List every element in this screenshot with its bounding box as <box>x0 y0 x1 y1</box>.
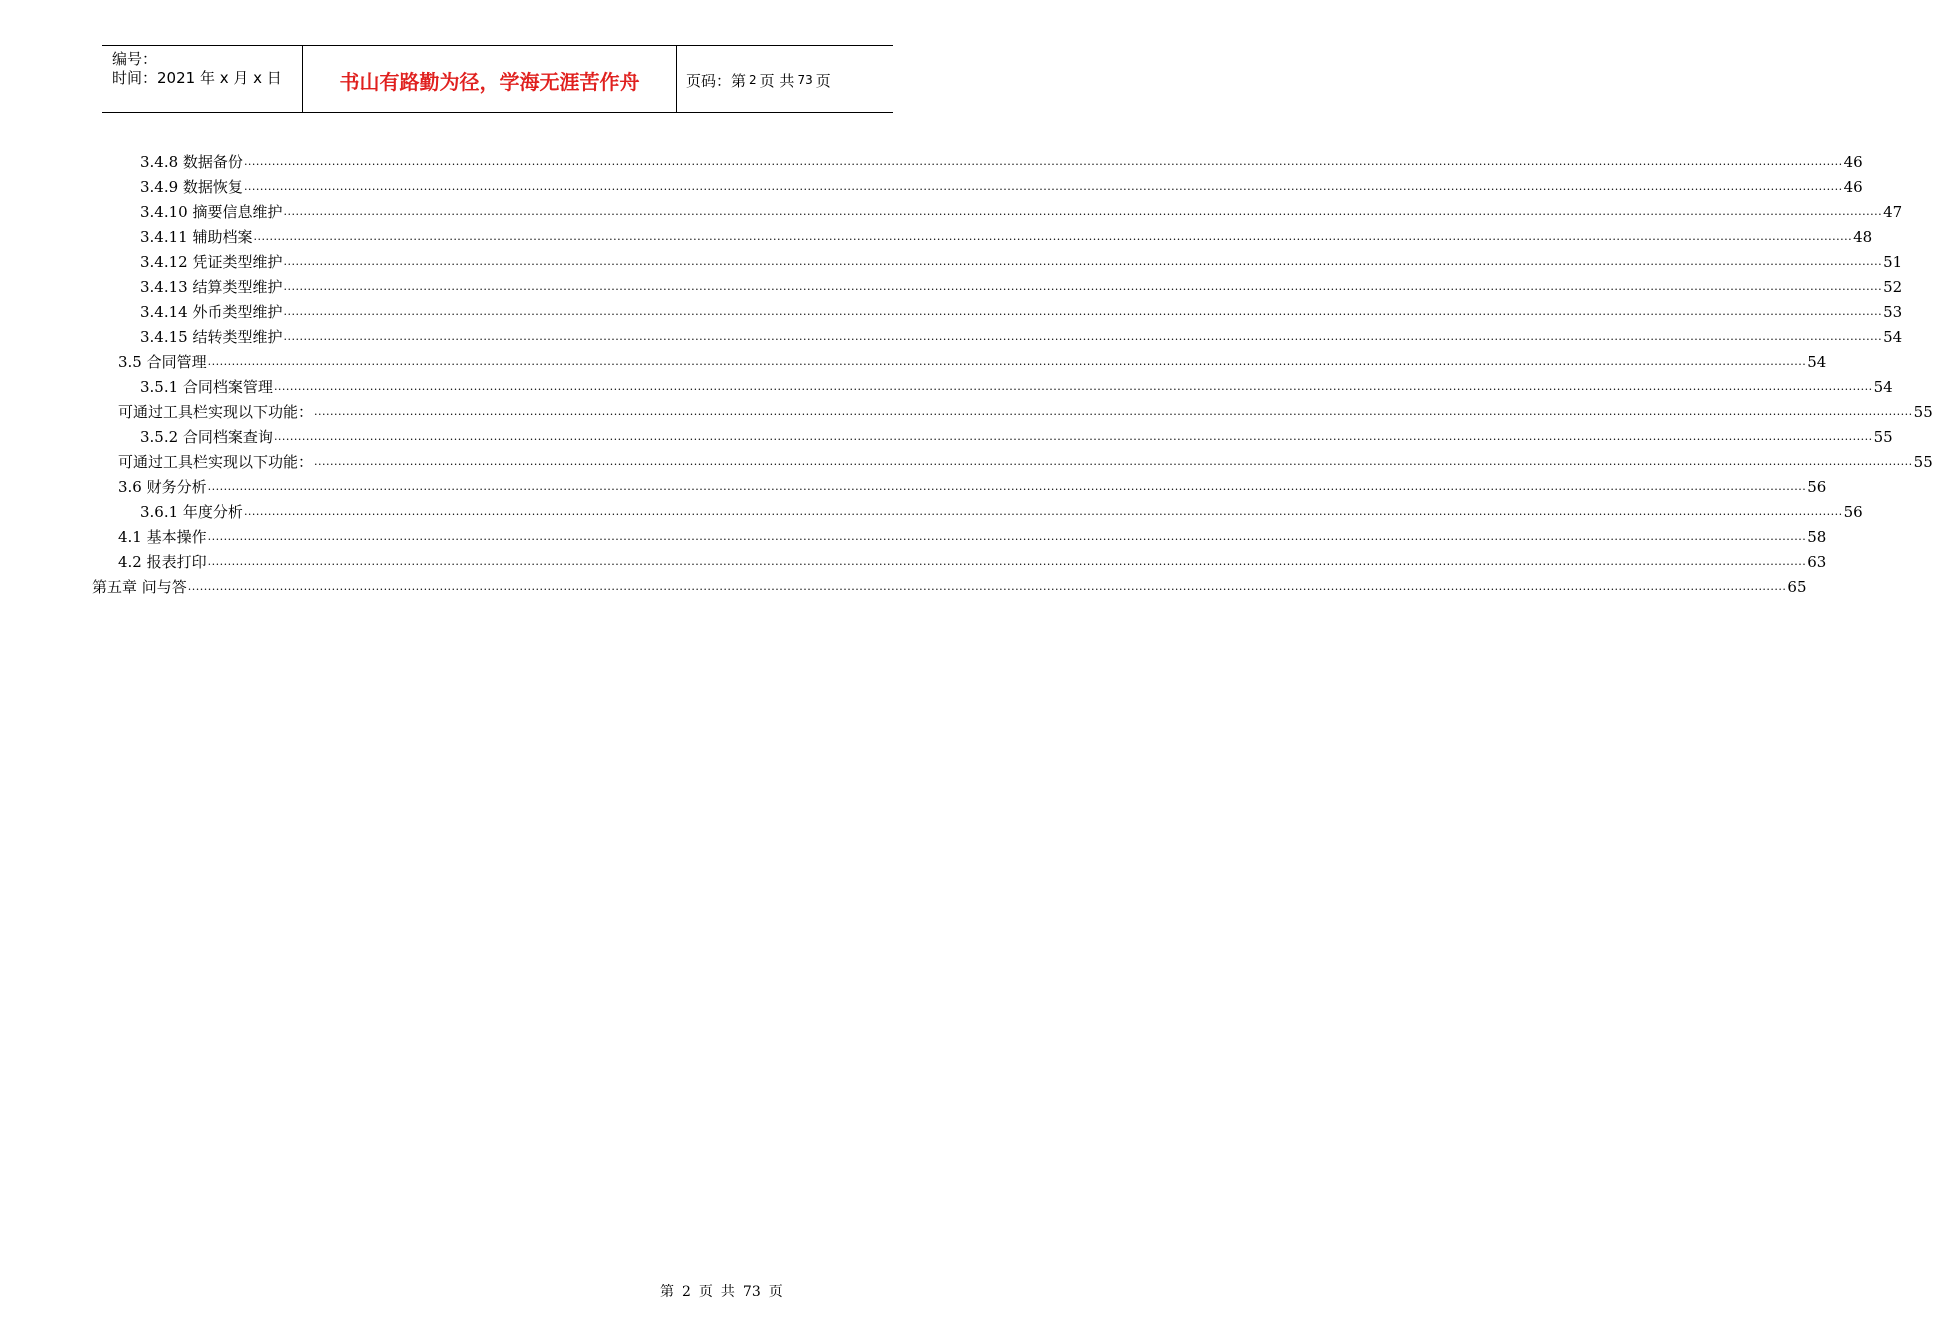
toc-entry-page: 56 <box>1807 478 1827 496</box>
toc-entry-label: 3.4.12 凭证类型维护 <box>140 253 283 271</box>
toc-entry[interactable] <box>140 246 1903 271</box>
toc-leader-dots: ................................................................................................................................................................................................................................................................................................................................................................................................................ <box>314 405 1913 418</box>
toc-entry-label: 3.4.15 结转类型维护 <box>140 328 283 346</box>
toc-entry-label: 3.4.14 外币类型维护 <box>140 303 283 321</box>
toc-entry-page: 58 <box>1807 528 1827 546</box>
toc-entry-label: 3.6.1 年度分析 <box>140 503 243 521</box>
footer-current: 2 <box>682 1284 691 1300</box>
toc-leader-dots: ................................................................................................................................................................................................................................................................................................................................................................................................................ <box>187 580 1787 593</box>
document-header <box>102 45 893 113</box>
toc-entry-page: 54 <box>1873 378 1893 396</box>
toc-entry[interactable] <box>140 271 1903 296</box>
toc-entry-page: 52 <box>1883 278 1903 296</box>
toc-entry-label: 第五章 问与答 <box>92 578 187 596</box>
toc-entry-label: 3.6 财务分析 <box>118 478 207 496</box>
toc-entry-label: 3.5 合同管理 <box>118 353 207 371</box>
toc-entry-page: 55 <box>1913 403 1933 421</box>
toc-leader-dots: ................................................................................................................................................................................................................................................................................................................................................................................................................ <box>283 205 1883 218</box>
toc-entry[interactable] <box>118 346 1827 371</box>
toc-leader-dots: ................................................................................................................................................................................................................................................................................................................................................................................................................ <box>207 530 1807 543</box>
toc-entry[interactable] <box>140 146 1863 171</box>
toc-leader-dots: ................................................................................................................................................................................................................................................................................................................................................................................................................ <box>283 280 1883 293</box>
toc-leader-dots: ................................................................................................................................................................................................................................................................................................................................................................................................................ <box>253 230 1853 243</box>
toc-entry[interactable] <box>140 221 1873 246</box>
toc-entry-label: 3.5.2 合同档案查询 <box>140 428 273 446</box>
toc-leader-dots: ................................................................................................................................................................................................................................................................................................................................................................................................................ <box>243 505 1843 518</box>
toc-leader-dots: ................................................................................................................................................................................................................................................................................................................................................................................................................ <box>207 355 1807 368</box>
toc-entry[interactable] <box>118 396 1933 421</box>
header-page-info <box>677 46 893 112</box>
toc-leader-dots: ................................................................................................................................................................................................................................................................................................................................................................................................................ <box>243 180 1843 193</box>
toc-entry-label: 3.4.9 数据恢复 <box>140 178 243 196</box>
toc-entry[interactable] <box>140 421 1893 446</box>
toc-entry-label: 3.4.11 辅助档案 <box>140 228 253 246</box>
page-suffix: 页 <box>815 71 831 90</box>
toc-entry[interactable] <box>118 546 1827 571</box>
toc-entry-page: 51 <box>1883 253 1903 271</box>
page-prefix: 页码：第 <box>686 71 747 90</box>
toc-entry-label: 3.5.1 合同档案管理 <box>140 378 273 396</box>
page-total: 73 <box>797 73 813 87</box>
footer-total: 73 <box>742 1284 761 1300</box>
toc-entry-page: 54 <box>1883 328 1903 346</box>
toc-entry[interactable] <box>140 296 1903 321</box>
toc-entry-label: 可通过工具栏实现以下功能： <box>118 453 314 471</box>
toc-entry[interactable] <box>140 196 1903 221</box>
page-mid: 页 共 <box>759 71 795 90</box>
footer-prefix: 第 <box>660 1284 674 1300</box>
toc-leader-dots: ................................................................................................................................................................................................................................................................................................................................................................................................................ <box>283 255 1883 268</box>
toc-entry[interactable] <box>118 446 1933 471</box>
page-footer <box>660 1281 791 1301</box>
header-meta <box>102 46 303 112</box>
toc-leader-dots: ................................................................................................................................................................................................................................................................................................................................................................................................................ <box>283 305 1883 318</box>
toc-entry-page: 63 <box>1807 553 1827 571</box>
toc-entry-page: 46 <box>1843 178 1863 196</box>
toc-entry[interactable] <box>140 371 1893 396</box>
toc-leader-dots: ................................................................................................................................................................................................................................................................................................................................................................................................................ <box>207 480 1807 493</box>
toc-entry-page: 55 <box>1873 428 1893 446</box>
toc-entry-label: 3.4.13 结算类型维护 <box>140 278 283 296</box>
toc-entry-page: 53 <box>1883 303 1903 321</box>
toc-entry[interactable] <box>118 471 1827 496</box>
footer-suffix: 页 <box>768 1284 783 1300</box>
toc-entry-label: 3.4.10 摘要信息维护 <box>140 203 283 221</box>
toc-leader-dots: ................................................................................................................................................................................................................................................................................................................................................................................................................ <box>273 430 1873 443</box>
toc-entry[interactable] <box>140 321 1903 346</box>
toc-entry-page: 65 <box>1787 578 1807 596</box>
toc-leader-dots: ................................................................................................................................................................................................................................................................................................................................................................................................................ <box>314 455 1913 468</box>
code-label: 编号： <box>112 50 158 68</box>
toc-entry-page: 55 <box>1913 453 1933 471</box>
footer-mid2: 共 <box>720 1284 735 1300</box>
toc-entry-label: 可通过工具栏实现以下功能： <box>118 403 314 421</box>
toc-leader-dots: ................................................................................................................................................................................................................................................................................................................................................................................................................ <box>243 155 1843 168</box>
toc-entry[interactable] <box>118 521 1827 546</box>
toc-leader-dots: ................................................................................................................................................................................................................................................................................................................................................................................................................ <box>283 330 1883 343</box>
toc-leader-dots: ................................................................................................................................................................................................................................................................................................................................................................................................................ <box>207 555 1807 568</box>
toc-entry[interactable] <box>140 171 1863 196</box>
toc-entry[interactable] <box>92 571 1807 596</box>
toc-entry-page: 56 <box>1843 503 1863 521</box>
toc-entry-label: 4.2 报表打印 <box>118 553 207 571</box>
toc-leader-dots: ................................................................................................................................................................................................................................................................................................................................................................................................................ <box>273 380 1873 393</box>
page-current: 2 <box>749 73 757 87</box>
toc-entry-page: 46 <box>1843 153 1863 171</box>
toc-entry[interactable] <box>140 496 1863 521</box>
footer-mid1: 页 <box>698 1284 713 1300</box>
time-label: 时间：2021 年 x 月 x 日 <box>112 69 282 87</box>
toc-entry-page: 47 <box>1883 203 1903 221</box>
toc-entry-label: 4.1 基本操作 <box>118 528 207 546</box>
toc-entry-label: 3.4.8 数据备份 <box>140 153 243 171</box>
header-motto: 书山有路勤为径，学海无涯苦作舟 <box>303 46 677 112</box>
toc-entry-page: 48 <box>1853 228 1873 246</box>
toc-entry-page: 54 <box>1807 353 1827 371</box>
